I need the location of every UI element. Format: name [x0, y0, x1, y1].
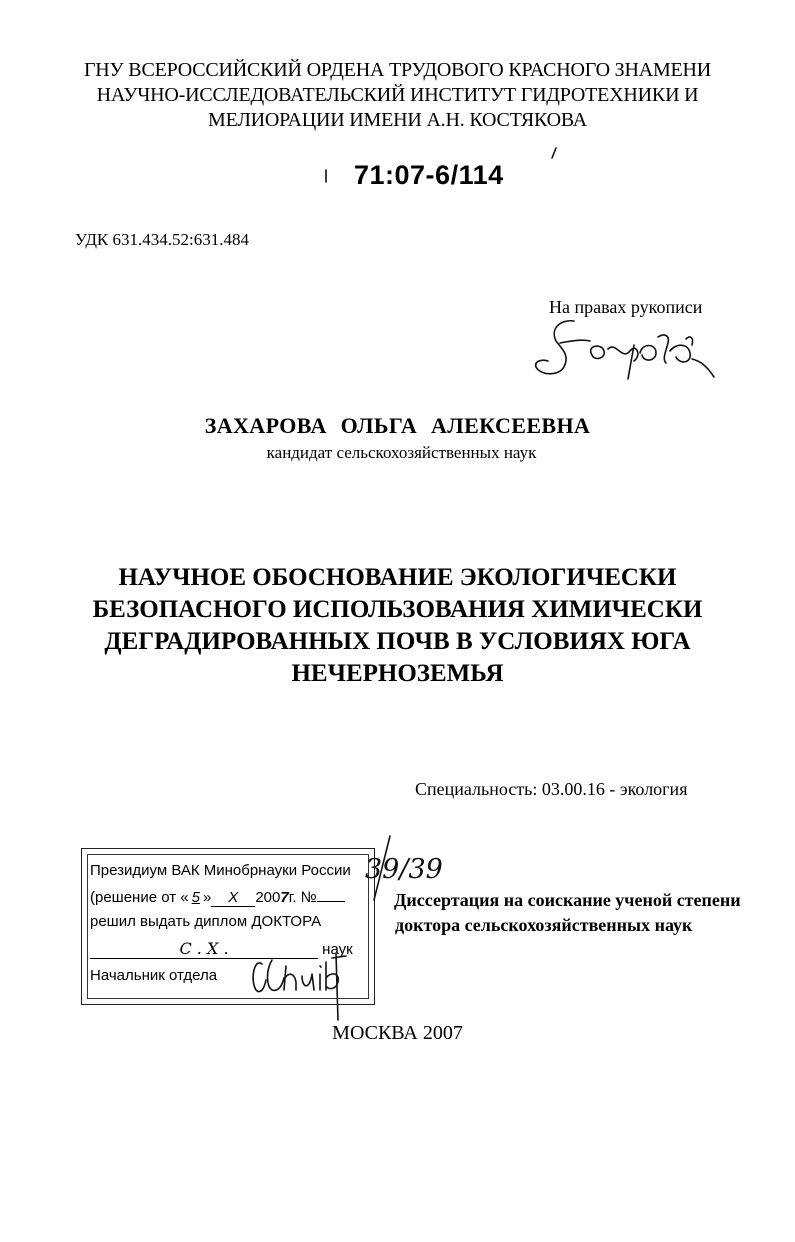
stamp-year-digit: 7: [280, 889, 289, 906]
title-line-1: НАУЧНОЕ ОБОСНОВАНИЕ ЭКОЛОГИЧЕСКИ: [118, 564, 677, 591]
institution-header: [0, 58, 795, 133]
dissertation-line-2: доктора сельскохозяйственных наук: [395, 915, 693, 935]
udk-code: УДК 631.434.52:631.484: [75, 230, 249, 249]
dissertation-line-1: Диссертация на соискание ученой степени: [394, 890, 741, 910]
dissertation-title: [0, 562, 795, 690]
stamp-month: X: [211, 889, 255, 907]
stamp-line-3: решил выдать диплом ДОКТОРА: [90, 913, 322, 930]
stamp-day-sep: »: [202, 889, 212, 906]
specialty: Специальность: 03.00.16 - экология: [415, 779, 688, 799]
author-degree: кандидат сельскохозяйственных наук: [266, 443, 537, 462]
stamp-line-1: Президиум ВАК Минобрнауки России: [90, 862, 351, 879]
dissertation-degree-statement: [394, 888, 741, 938]
stamp-science-field: С . Х .: [90, 939, 318, 959]
stamp-decision-number: 39/39: [365, 854, 443, 885]
author-name: ЗАХАРОВА ОЛЬГА АЛЕКСЕЕВНА: [204, 413, 591, 438]
institution-line-1: ГНУ ВСЕРОССИЙСКИЙ ОРДЕНА ТРУДОВОГО КРАСНОГО ЗНАМЕНИ: [83, 59, 712, 81]
stamp-decision-prefix: (решение от «: [90, 889, 189, 906]
institution-line-2: НАУЧНО-ИССЛЕДОВАТЕЛЬСКИЙ ИНСТИТУТ ГИДРОТЕХНИКИ И: [96, 84, 699, 106]
title-line-3: ДЕГРАДИРОВАННЫХ ПОЧВ В УСЛОВИЯХ ЮГА: [104, 628, 691, 655]
stamp-nauk: наук: [322, 941, 353, 958]
stamp-decision-suffix: г. №: [288, 889, 317, 906]
author-signature: [530, 315, 720, 383]
stamp-day: 5: [191, 889, 200, 906]
title-line-4: НЕЧЕРНОЗЕМЬЯ: [291, 660, 504, 687]
stamp-line-5: Начальник отдела: [90, 967, 218, 984]
stamp-year-prefix: 200: [255, 889, 281, 906]
title-line-2: БЕЗОПАСНОГО ИСПОЛЬЗОВАНИЯ ХИМИЧЕСКИ: [92, 596, 703, 623]
institution-line-3: МЕЛИОРАЦИИ ИМЕНИ А.Н. КОСТЯКОВА: [207, 109, 587, 131]
city-year: МОСКВА 2007: [332, 1022, 463, 1044]
manuscript-rights-note: На правах рукописи: [549, 297, 703, 317]
registration-code: 71:07-6/114: [354, 160, 504, 190]
